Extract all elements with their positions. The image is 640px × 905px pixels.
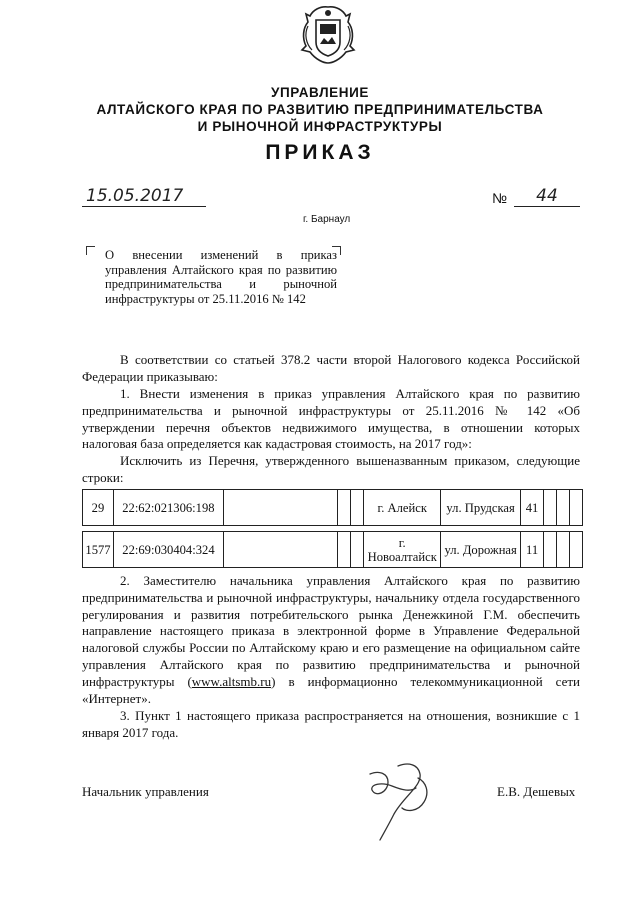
empty-cell [544,532,557,568]
empty-cell [223,490,338,526]
excluded-rows-table-2 [82,531,583,568]
signatory-position: Начальник управления [82,784,209,799]
row-number: 29 [83,490,114,526]
paragraph-1: 1. Внести изменения в приказ управления Алтайского края по развитию предпринимательства и рыночной инфраструктуры от 25.11.2016 № 142 «Об утверждении перечня объектов недвижимого имущества, в отношении которых налоговая база определяется как кадастровая стоимость, на 2017 год»: [82,386,580,452]
city-cell: г. Новоалтайск [364,532,441,568]
coat-of-arms-emblem [298,4,358,66]
empty-cell [338,490,351,526]
number-label: № [492,190,508,206]
cadastral-number: 22:62:021306:198 [113,490,223,526]
city-label: г. Барнаул [303,214,351,225]
empty-cell [338,532,351,568]
paragraph-2-text-a: 2. Заместителю начальника управления Алтайского края по развитию предпринимательства и рыночной инфраструктуры, начальнику отдела государственного регулирования и развития потребительского рынка Денежкиной Г.М. обеспечить направление настоящего приказа в электронной форме в Управление Федеральной налоговой службы России по Алтайскому краю и его размещение на официальном сайте управления Алтайского края по развитию предпринимательства и рыночной инфраструктуры ( [82,573,580,689]
paragraph-2-text-b: ) в информационно телекоммуникационной сети «Интернет». [82,673,580,706]
city-cell: г. Алейск [364,490,441,526]
signatory-name: Е.В. Дешевых [497,784,576,799]
paragraph-3: 3. Пункт 1 настоящего приказа распространяется на отношения, возникшие с 1 января 2017 года. [82,708,580,740]
excluded-rows-table-1 [82,489,583,526]
street-cell: ул. Прудская [441,490,521,526]
house-cell: 11 [521,532,544,568]
empty-cell [556,490,569,526]
row-number: 1577 [83,532,114,568]
document-type: ПРИКАЗ [265,141,375,164]
header-line-2: АЛТАЙСКОГО КРАЯ ПО РАЗВИТИЮ ПРЕДПРИНИМАТЕЛЬСТВА [96,102,544,117]
website-link[interactable]: www.altsmb.ru [191,673,272,689]
subject-bracket-left [86,246,95,255]
table-row [83,532,583,568]
empty-cell [351,532,364,568]
handwritten-signature [358,752,448,842]
empty-cell [351,490,364,526]
empty-cell [557,532,570,568]
empty-cell [569,490,582,526]
document-subject: О внесении изменений в приказ управления Алтайского края по развитию предпринимательства и рыночной инфраструктуры от 25.11.2016 № 142 [105,248,337,306]
cadastral-number: 22:69:030404:324 [113,532,223,568]
intro-paragraph: В соответствии со статьей 378.2 части второй Налогового кодекса Российской Федерации приказываю: [82,352,580,384]
document-number: 44 [514,186,580,207]
empty-cell [544,490,557,526]
street-cell: ул. Дорожная [441,532,521,568]
empty-cell [569,532,582,568]
header-line-3: И РЫНОЧНОЙ ИНФРАСТРУКТУРЫ [197,119,443,134]
document-date: 15.05.2017 [82,186,206,207]
empty-cell [223,532,337,568]
header-line-1: УПРАВЛЕНИЕ [270,85,369,100]
paragraph-1-sub: Исключить из Перечня, утвержденного вышеназванным приказом, следующие строки: [82,453,580,485]
house-cell: 41 [521,490,544,526]
table-row [83,490,583,526]
paragraph-2 [82,573,580,707]
